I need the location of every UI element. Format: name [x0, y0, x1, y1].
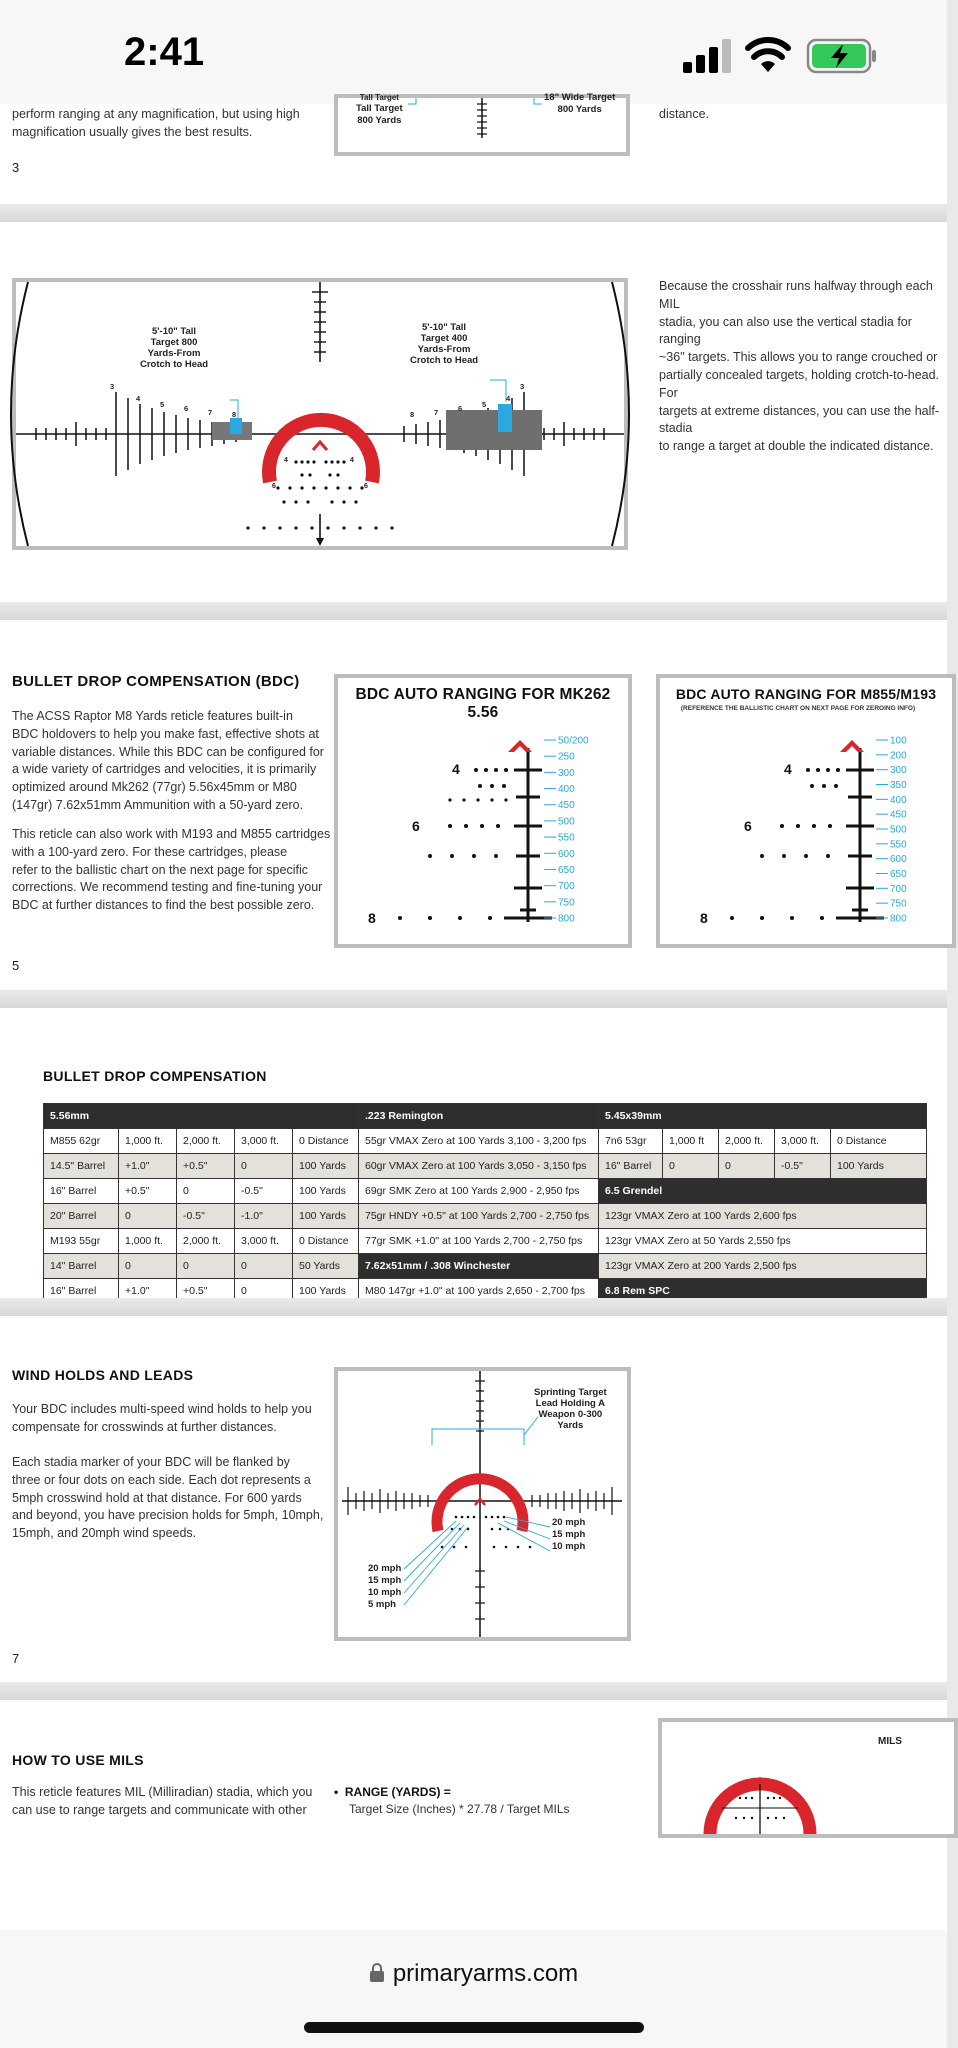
page-number: 7	[12, 1651, 20, 1666]
table-cell: 0 Distance	[831, 1129, 927, 1154]
table-row	[44, 1129, 927, 1154]
yard-label: 100	[890, 735, 907, 747]
table-cell: 55gr VMAX Zero at 100 Yards 3,100 - 3,200 fps	[359, 1129, 599, 1154]
text-line: stadia, you can also use the vertical stadia for ranging	[659, 314, 912, 347]
text-line: three or four dots on each side. Each dot represents a	[12, 1472, 311, 1487]
dot-number: 4	[350, 457, 354, 464]
label-line: Weapon 0-300	[538, 1409, 603, 1420]
wind-hold-number: 6	[412, 818, 420, 834]
text-line: to range a target at double the indicated distance.	[659, 439, 934, 454]
page-divider	[0, 990, 947, 1008]
table-cell: M80 147gr +1.0" at 100 yards 2,650 - 2,700 fps	[359, 1279, 599, 1304]
page-number: 3	[12, 160, 20, 175]
table-cell: 1,000 ft.	[119, 1229, 177, 1254]
text-line: magnification usually gives the best results.	[12, 124, 253, 139]
text-line: and beyond, you have precision holds for 5mph, 10mph,	[12, 1508, 324, 1523]
table-cell: 123gr VMAX Zero at 200 Yards 2,500 fps	[599, 1254, 927, 1279]
wind-hold-number: 4	[784, 761, 792, 777]
formula-title-text: RANGE (YARDS) =	[344, 1785, 451, 1799]
stadia-number: 5	[482, 400, 487, 409]
yard-label: 550	[890, 839, 907, 851]
chart-title: BDC AUTO RANGING FOR MK262 5.56	[355, 686, 611, 721]
page-section-5	[0, 620, 947, 990]
mph-label: 5 mph	[368, 1599, 396, 1610]
table-cell: 75gr HNDY +0.5" at 100 Yards 2,700 - 2,750 fps	[359, 1204, 599, 1229]
target-800-label	[140, 326, 208, 370]
table-cell: 69gr SMK Zero at 100 Yards 2,900 - 2,950 fps	[359, 1179, 599, 1204]
table-cell: 14.5" Barrel	[44, 1154, 119, 1179]
table-cell: 0 Distance	[293, 1129, 359, 1154]
table-cell: 1,000 ft	[663, 1129, 719, 1154]
sprinting-target-label	[534, 1387, 607, 1431]
text-line: 5mph crosswind hold at that distance. For 600 yards	[12, 1490, 302, 1505]
table-cell: +1.0"	[119, 1279, 177, 1304]
yard-label: 350	[890, 780, 907, 791]
table-cell: 1,000 ft.	[119, 1129, 177, 1154]
yard-label: 400	[558, 784, 575, 796]
table-cell: M855 62gr	[44, 1129, 119, 1154]
table-row	[44, 1154, 927, 1179]
side-text: distance.	[659, 107, 710, 121]
ranging-illustration-frame	[334, 94, 630, 156]
label-line: Lead Holding A	[535, 1398, 605, 1409]
table-row	[44, 1179, 927, 1204]
formula-text: Target Size (Inches) * 27.78 / Target MILs	[349, 1802, 570, 1816]
bdc-paragraph-2	[12, 826, 330, 915]
text-line: ~36" targets. This allows you to range crouched or	[659, 350, 938, 365]
wide-target-label	[544, 92, 615, 116]
cellular-signal-icon	[681, 38, 735, 74]
stadia-number: 4	[506, 394, 511, 403]
yard-label: 300	[890, 765, 907, 777]
yard-label: 600	[890, 854, 907, 866]
text-line: targets at extreme distances, you can use the half-stadia	[659, 403, 940, 436]
yard-label: 750	[890, 898, 907, 910]
yard-label: 450	[558, 800, 575, 812]
text-line: refer to the ballistic chart on the next page for specific	[12, 862, 308, 877]
table-row	[44, 1104, 927, 1129]
yard-label: 700	[890, 883, 907, 895]
table-cell: 0	[719, 1154, 775, 1179]
yard-label: 500	[558, 816, 575, 828]
url-text: primaryarms.com	[392, 1960, 579, 1987]
text-line: BDC holdovers to help you make fast, effective shots at	[12, 726, 319, 741]
yard-label: 800	[890, 913, 907, 925]
mils-paragraph	[12, 1784, 312, 1820]
text-line: compensate for crosswinds at further distances.	[12, 1419, 277, 1434]
table-cell: 0	[177, 1179, 235, 1204]
table-cell: 100 Yards	[293, 1279, 359, 1304]
label-line: Yards	[557, 1420, 584, 1431]
yard-label: 300	[558, 767, 575, 779]
label-line: Sprinting Target	[534, 1387, 607, 1398]
wind-hold-number: 6	[744, 818, 752, 834]
table-cell: 16" Barrel	[44, 1279, 119, 1304]
label-line: 800 Yards	[357, 115, 402, 126]
yard-label: 600	[558, 848, 575, 860]
text-line: corrections. We recommend testing and fine-tuning your	[12, 880, 323, 895]
table-cell: +0.5"	[119, 1179, 177, 1204]
table-cell: 0	[119, 1254, 177, 1279]
stadia-number: 5	[160, 400, 165, 409]
page-section-8	[0, 1700, 947, 1940]
table-cell: -0.5"	[235, 1179, 293, 1204]
url-field[interactable]	[0, 1960, 947, 1988]
text-line: a wide variety of cartridges and velocities, it is primarily	[12, 762, 317, 777]
label-line: Yards-From	[147, 348, 201, 359]
table-cell: -0.5"	[177, 1204, 235, 1229]
page-divider	[0, 204, 947, 222]
yard-label: 550	[558, 832, 575, 844]
stadia-number: 7	[434, 408, 439, 417]
text-line: Your BDC includes multi-speed wind holds to help you	[12, 1402, 312, 1416]
yard-label: 200	[890, 750, 907, 762]
table-cell: 16" Barrel	[44, 1179, 119, 1204]
right-mph-labels	[552, 1517, 585, 1553]
label-line: Tall Target	[356, 103, 403, 114]
text-line: Because the crosshair runs halfway through each MIL	[659, 279, 933, 311]
bdc-paragraph-1	[12, 708, 324, 815]
table-cell: 100 Yards	[831, 1154, 927, 1179]
section-heading: WIND HOLDS AND LEADS	[12, 1367, 194, 1383]
table-cell: 14" Barrel	[44, 1254, 119, 1279]
table-cell: 3,000 ft.	[235, 1129, 293, 1154]
page-number: 5	[12, 958, 20, 973]
mph-label: 20 mph	[552, 1517, 586, 1528]
label-line: 800 Yards	[557, 104, 602, 115]
label-line: Tall Target	[359, 93, 399, 102]
table-cell: 6.5 Grendel	[599, 1179, 927, 1204]
table-cell: 0	[119, 1204, 177, 1229]
yard-label: 400	[890, 794, 907, 806]
tall-target-label	[356, 93, 403, 127]
label-line: Target 800	[150, 337, 198, 348]
mph-label: 20 mph	[368, 1563, 402, 1574]
text-line: This reticle features MIL (Milliradian) stadia, which you	[12, 1785, 313, 1799]
label-line: 5'-10" Tall	[422, 322, 467, 333]
battery-charging-icon	[806, 38, 878, 74]
yard-label: 250	[558, 751, 575, 763]
yard-label: 800	[558, 913, 575, 925]
table-cell: 0	[663, 1154, 719, 1179]
text-line: This reticle can also work with M193 and M855 cartridges	[12, 827, 331, 841]
table-cell: M193 55gr	[44, 1229, 119, 1254]
yard-label: 450	[890, 809, 907, 821]
table-cell: 50 Yards	[293, 1254, 359, 1279]
page-section-4	[0, 222, 947, 602]
yard-label: 750	[558, 897, 575, 909]
table-cell: 100 Yards	[293, 1154, 359, 1179]
table-cell: 100 Yards	[293, 1204, 359, 1229]
browser-address-bar[interactable]	[0, 1930, 947, 2048]
wind-paragraph-1	[12, 1401, 312, 1437]
section-heading: BULLET DROP COMPENSATION	[43, 1068, 267, 1084]
range-formula	[334, 1784, 570, 1818]
yard-label: 650	[558, 864, 575, 876]
mils-reticle-frame	[658, 1718, 958, 1838]
crosshair-ranging-frame	[12, 278, 628, 550]
text-line: The ACSS Raptor M8 Yards reticle features built-in	[12, 709, 293, 723]
label-line: Crotch to Head	[140, 359, 209, 370]
stadia-number: 3	[110, 382, 115, 391]
table-cell: 0	[235, 1279, 293, 1304]
crosshair-description	[659, 278, 949, 456]
table-cell: 123gr VMAX Zero at 50 Yards 2,550 fps	[599, 1229, 927, 1254]
label-line: Yards-From	[417, 344, 471, 355]
page-divider	[0, 1298, 947, 1316]
mph-label: 15 mph	[368, 1575, 402, 1586]
table-cell: 2,000 ft.	[719, 1129, 775, 1154]
section-heading: BULLET DROP COMPENSATION (BDC)	[12, 673, 300, 690]
lock-icon	[369, 1963, 385, 1983]
dot-number: 6	[272, 483, 276, 490]
stadia-number: 3	[520, 382, 525, 391]
wind-holds-frame	[334, 1367, 631, 1641]
bdc-m855-chart-frame	[656, 674, 956, 948]
mph-label: 10 mph	[368, 1587, 402, 1598]
table-cell: 0 Distance	[293, 1229, 359, 1254]
page-section-3	[0, 92, 947, 204]
table-cell: 100 Yards	[293, 1179, 359, 1204]
text-line: 15mph, and 20mph wind speeds.	[12, 1526, 197, 1541]
text-line: with a 100-yard zero. For these cartridges, please	[12, 844, 288, 859]
table-cell: +0.5"	[177, 1279, 235, 1304]
label-line: 5'-10" Tall	[152, 326, 197, 337]
bdc-mk262-reticle	[338, 678, 628, 944]
table-cell: -1.0"	[235, 1204, 293, 1229]
table-cell: +0.5"	[177, 1154, 235, 1179]
bdc-mk262-chart-frame	[334, 674, 632, 948]
page-section-7	[0, 1316, 947, 1682]
wind-hold-number: 4	[452, 761, 460, 777]
table-row	[44, 1204, 927, 1229]
bdc-zero-table	[43, 1103, 927, 1329]
text-line: Each stadia marker of your BDC will be flanked by	[12, 1455, 290, 1469]
table-cell: 3,000 ft.	[775, 1129, 831, 1154]
table-cell: 0	[235, 1154, 293, 1179]
page-divider	[0, 602, 947, 620]
formula-title: • RANGE (YARDS) =	[334, 1785, 451, 1799]
dot-number: 6	[364, 483, 368, 490]
mils-label: MILS	[878, 1736, 902, 1747]
table-cell: 123gr VMAX Zero at 100 Yards 2,600 fps	[599, 1204, 927, 1229]
target-400-label	[410, 322, 478, 366]
text-line: can use to range targets and communicate with other	[12, 1802, 307, 1817]
status-bar	[0, 0, 947, 104]
chart-subtitle: (REFERENCE THE BALLISTIC CHART ON NEXT PAGE FOR ZEROING INFO)	[680, 705, 916, 712]
table-cell: 6.8 Rem SPC	[599, 1279, 927, 1304]
left-mph-labels	[368, 1563, 401, 1611]
stadia-number: 8	[232, 410, 237, 419]
text-line: variable distances. While this BDC can be configured for	[12, 744, 324, 759]
table-cell: 2,000 ft.	[177, 1229, 235, 1254]
table-row	[44, 1254, 927, 1279]
text-line: BDC at further distances to find the best possible zero.	[12, 898, 315, 913]
yard-label: 50/200	[558, 735, 589, 747]
text-line: partially concealed targets, holding crotch-to-head. For	[659, 367, 940, 400]
table-cell: 7.62x51mm / .308 Winchester	[359, 1254, 599, 1279]
yard-label: 500	[890, 824, 907, 836]
table-cell: .223 Remington	[359, 1104, 599, 1129]
table-cell: +1.0"	[119, 1154, 177, 1179]
page-divider	[0, 1682, 947, 1700]
dot-number: 4	[284, 457, 288, 464]
yard-label: 700	[558, 881, 575, 893]
text-line: (147gr) 7.62x51mm Ammunition with a 50-yard zero.	[12, 797, 304, 812]
chart-title: BDC AUTO RANGING FOR M855/M193	[675, 686, 937, 702]
table-cell: 7n6 53gr	[599, 1129, 663, 1154]
table-cell: 60gr VMAX Zero at 100 Yards 3,050 - 3,150 fps	[359, 1154, 599, 1179]
stadia-number: 8	[410, 410, 415, 419]
section-heading: HOW TO USE MILS	[12, 1752, 144, 1768]
stadia-number: 7	[208, 408, 213, 417]
table-cell: 5.56mm	[44, 1104, 359, 1129]
table-cell: 2,000 ft.	[177, 1129, 235, 1154]
home-indicator[interactable]	[304, 2022, 644, 2033]
label-line: Crotch to Head	[410, 355, 479, 366]
text-line: optimized around Mk262 (77gr) 5.56x45mm or M80	[12, 780, 297, 795]
yard-label: 650	[890, 869, 907, 880]
mph-label: 10 mph	[552, 1541, 586, 1552]
mph-label: 15 mph	[552, 1529, 586, 1540]
crosshair-ranging-reticle	[16, 282, 624, 546]
table-cell: 0	[177, 1254, 235, 1279]
table-cell: 3,000 ft.	[235, 1229, 293, 1254]
stadia-number: 6	[184, 404, 189, 413]
table-row	[44, 1229, 927, 1254]
text-line: perform ranging at any magnification, but using high	[12, 107, 300, 121]
table-cell: 0	[235, 1254, 293, 1279]
wind-hold-number: 8	[700, 910, 708, 926]
status-time: 2:41	[124, 30, 205, 74]
wifi-icon	[745, 36, 791, 74]
table-cell: 5.45x39mm	[599, 1104, 927, 1129]
table-cell: 16" Barrel	[599, 1154, 663, 1179]
bdc-m855-reticle	[660, 678, 952, 944]
label-line: Target 400	[420, 333, 468, 344]
stadia-number: 4	[136, 394, 141, 403]
table-cell: 77gr SMK +1.0" at 100 Yards 2,700 - 2,750 fps	[359, 1229, 599, 1254]
stadia-number: 6	[458, 404, 463, 413]
wind-hold-number: 8	[368, 910, 376, 926]
wind-paragraph-2	[12, 1454, 323, 1543]
table-cell: -0.5"	[775, 1154, 831, 1179]
document-page[interactable]	[0, 92, 947, 1930]
label-line: 18" Wide Target	[544, 92, 616, 103]
table-cell: 20" Barrel	[44, 1204, 119, 1229]
mils-reticle	[662, 1722, 954, 1834]
